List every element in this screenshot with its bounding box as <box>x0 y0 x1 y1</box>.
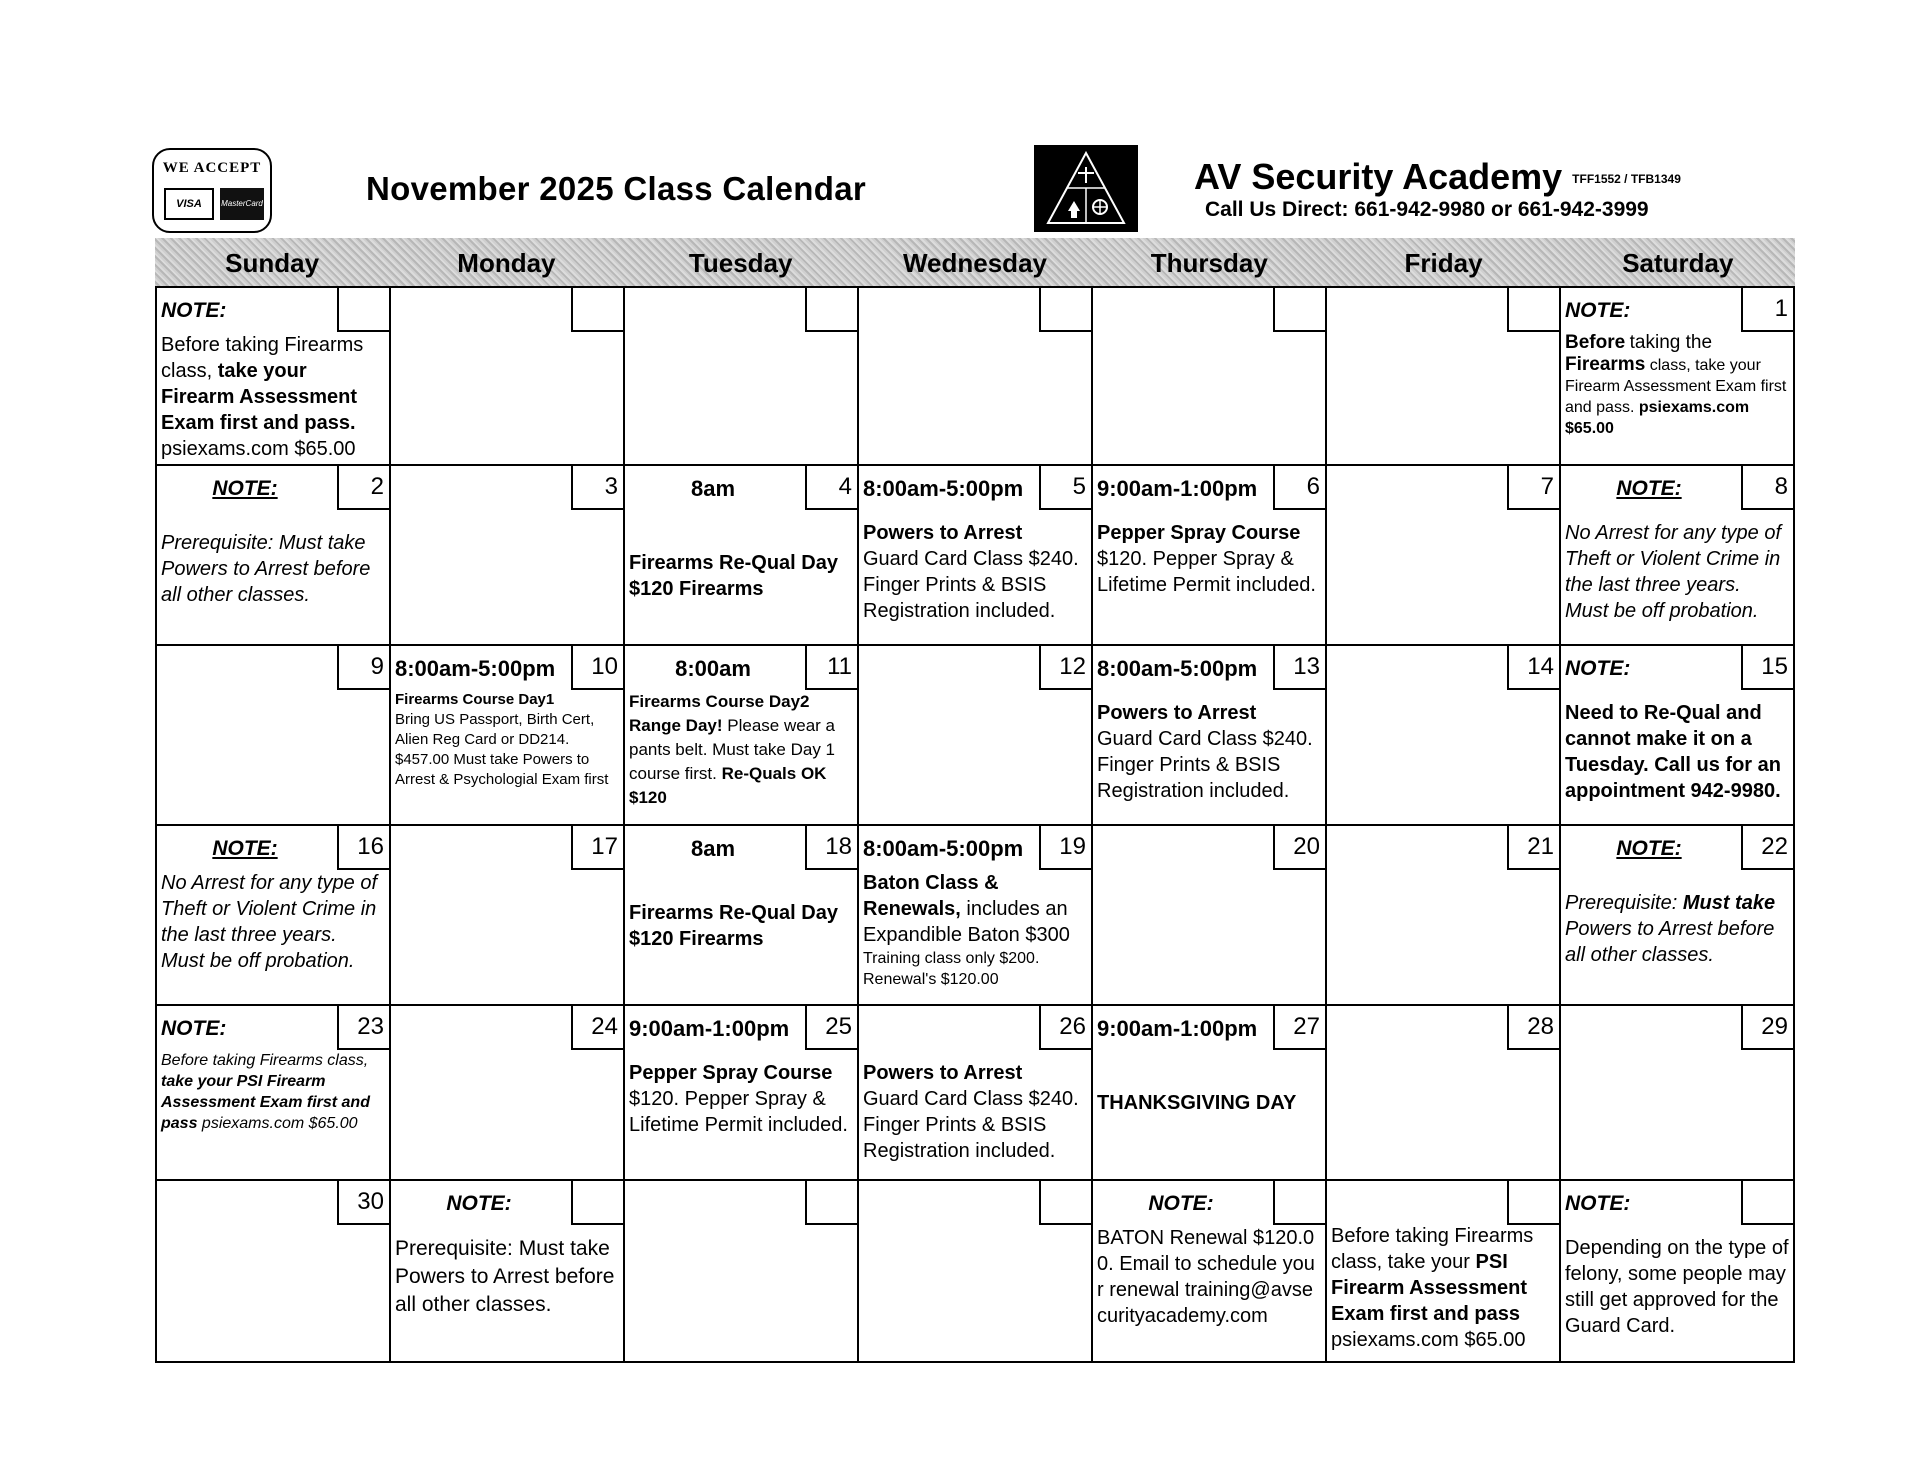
note-text <box>1565 890 1789 968</box>
note-text: Need to Re-Qual and cannot make it on a Tuesday. Call us for an appointment 942-9980. <box>1565 702 1781 802</box>
calendar-cell-w6-tue <box>625 1181 859 1363</box>
calendar-cell-w2-sun <box>157 466 391 646</box>
class-note: includes an Expandible Baton $300 <box>863 898 1070 946</box>
day-number: 25 <box>805 1006 857 1050</box>
day-number: 19 <box>1039 826 1091 870</box>
note-text: No Arrest for any type of Theft or Violent Crime in the last three years. Must be off probation. <box>1565 522 1782 622</box>
class-time: 8am <box>690 836 736 861</box>
weekday-sunday: Sunday <box>225 248 320 278</box>
note-text <box>1331 1223 1555 1353</box>
note-label: NOTE: <box>161 299 227 322</box>
class-time: 9:00am-1:00pm <box>1097 1016 1258 1041</box>
calendar-cell-w1-sun <box>157 288 391 466</box>
day-number-box <box>1741 1181 1793 1225</box>
calendar-cell-w4-fri <box>1327 826 1561 1006</box>
day-number: 15 <box>1741 646 1793 690</box>
calendar-cell-w6-fri <box>1327 1181 1561 1363</box>
class-price-note: Training class only $200. Renewal's $120.00 <box>863 950 1040 988</box>
class-time: 8:00am-5:00pm <box>863 836 1024 861</box>
day-number: 18 <box>805 826 857 870</box>
day-number: 17 <box>571 826 623 870</box>
calendar-cell-w6-mon <box>391 1181 625 1363</box>
day-number-box <box>1039 288 1091 332</box>
note-text: No Arrest for any type of Theft or Violent Crime in the last three years. Must be off probation. <box>161 872 378 972</box>
academy-name <box>1194 156 1681 198</box>
calendar-cell-w1-sat <box>1561 288 1795 466</box>
day-number: 9 <box>337 646 389 690</box>
note-label: NOTE: <box>212 837 278 860</box>
day-number: 2 <box>337 466 389 510</box>
class-description <box>863 870 1087 948</box>
note-text-bold: Before <box>1565 332 1626 353</box>
note-text-part: Before taking Firearms class, take your <box>1331 1225 1534 1273</box>
note-label: NOTE: <box>1565 1192 1631 1215</box>
academy-name-text: AV Security Academy <box>1194 156 1563 197</box>
note-text <box>1565 332 1789 439</box>
class-title: Powers to Arrest <box>863 522 1023 544</box>
calendar-cell-w4-mon <box>391 826 625 1006</box>
calendar-cell-w3-wed <box>859 646 1093 826</box>
note-text-bold: take your PSI Firearm Assessment Exam first and pass <box>161 1073 370 1132</box>
day-number-box <box>1273 1181 1325 1225</box>
day-number: 20 <box>1273 826 1325 870</box>
day-number: 27 <box>1273 1006 1325 1050</box>
note-text-link: psiexams.com $65.00 <box>1331 1329 1526 1351</box>
calendar-cell-w5-thu <box>1093 1006 1327 1181</box>
class-title: Firearms Course Day1 <box>395 691 555 708</box>
note-text-bold: Must take <box>1682 892 1776 914</box>
day-number: 28 <box>1507 1006 1559 1050</box>
class-note-bold: Range Day! <box>629 716 723 735</box>
calendar-cell-w6-wed <box>859 1181 1093 1363</box>
day-number-box <box>571 1181 623 1225</box>
day-number-box <box>805 1181 857 1225</box>
class-description: $120. Pepper Spray & Lifetime Permit included. <box>629 1088 848 1136</box>
note-text-part: taking the <box>1629 332 1713 353</box>
calendar-header <box>0 0 1920 240</box>
weekday-saturday: Saturday <box>1622 248 1734 278</box>
day-number-box <box>1273 288 1325 332</box>
day-number: 16 <box>337 826 389 870</box>
calendar-cell-w5-tue <box>625 1006 859 1181</box>
note-text-part: class, take your Firearm Assessment Exam first and pass. <box>1565 357 1787 416</box>
day-number: 26 <box>1039 1006 1091 1050</box>
note-label: NOTE: <box>1565 657 1631 680</box>
calendar-cell-w2-sat <box>1561 466 1795 646</box>
calendar-cell-w2-fri <box>1327 466 1561 646</box>
day-number: 12 <box>1039 646 1091 690</box>
calendar-cell-w4-sun <box>157 826 391 1006</box>
note-text: BATON Renewal $120.00. Email to schedule your renewal training@avsecurityacademy.com <box>1097 1227 1315 1327</box>
day-number: 1 <box>1741 288 1793 332</box>
calendar-cell-w6-sun <box>157 1181 391 1363</box>
page-title: November 2025 Class Calendar <box>366 170 866 207</box>
class-title: Pepper Spray Course <box>1097 522 1301 544</box>
note-text: Prerequisite: Must take Powers to Arrest before all other classes. <box>161 532 371 606</box>
day-number-box <box>1507 1181 1559 1225</box>
class-description: Bring US Passport, Birth Cert, Alien Reg Card or DD214. $457.00 Must take Powers to Arrest & Psychologial Exam first <box>395 711 609 788</box>
day-number: 29 <box>1741 1006 1793 1050</box>
license-numbers: TFF1552 / TFB1349 <box>1572 172 1681 187</box>
note-text: Prerequisite: Must take Powers to Arrest before all other classes. <box>395 1237 615 1316</box>
calendar-cell-w5-mon <box>391 1006 625 1181</box>
calendar-cell-w5-fri <box>1327 1006 1561 1181</box>
weekday-wednesday: Wednesday <box>902 248 1047 278</box>
class-title: Firearms Course Day2 <box>629 692 810 711</box>
calendar-cell-w3-thu <box>1093 646 1327 826</box>
calendar-cell-w3-fri <box>1327 646 1561 826</box>
calendar-cell-w2-thu <box>1093 466 1327 646</box>
note-text-part: Powers to Arrest before all other classes. <box>1565 918 1775 966</box>
calendar-cell-w4-wed <box>859 826 1093 1006</box>
note-label: NOTE: <box>161 1017 227 1040</box>
calendar-cell-w6-sat <box>1561 1181 1795 1363</box>
calendar-cell-w1-fri <box>1327 288 1561 466</box>
class-description: $120. Pepper Spray & Lifetime Permit included. <box>1097 548 1316 596</box>
calendar-grid <box>155 286 1795 1363</box>
day-number: 21 <box>1507 826 1559 870</box>
calendar-cell-w1-mon <box>391 288 625 466</box>
calendar-cell-w5-sun <box>157 1006 391 1181</box>
calendar-cell-w3-tue <box>625 646 859 826</box>
note-text-link: psiexams.com $65.00 <box>161 438 356 460</box>
class-description: Firearms Re-Qual Day $120 Firearms <box>629 552 838 600</box>
class-title: Pepper Spray Course <box>629 1062 833 1084</box>
class-note: Please wear a pants belt. Must take Day 1 course first. <box>629 716 835 783</box>
class-description <box>629 714 853 810</box>
calendar-cell-w4-thu <box>1093 826 1327 1006</box>
note-label: NOTE: <box>1616 477 1682 500</box>
payment-methods-badge <box>152 148 272 233</box>
day-number: 5 <box>1039 466 1091 510</box>
note-text-part: Prerequisite: <box>1565 892 1678 914</box>
note-label: NOTE: <box>1148 1192 1214 1215</box>
note-label: NOTE: <box>1565 299 1631 322</box>
visa-card-icon: VISA <box>164 188 214 220</box>
day-number: 13 <box>1273 646 1325 690</box>
day-number: 22 <box>1741 826 1793 870</box>
calendar-cell-w2-tue <box>625 466 859 646</box>
calendar-cell-w4-tue <box>625 826 859 1006</box>
calendar-cell-w2-wed <box>859 466 1093 646</box>
contact-phone: Call Us Direct: 661-942-9980 or 661-942-3999 <box>1205 198 1649 221</box>
note-label: NOTE: <box>1616 837 1682 860</box>
weekday-friday: Friday <box>1404 248 1483 278</box>
note-label: NOTE: <box>446 1192 512 1215</box>
calendar-cell-w1-wed <box>859 288 1093 466</box>
day-number: 8 <box>1741 466 1793 510</box>
note-text-part: Before taking Firearms class, <box>161 334 364 382</box>
class-description: Guard Card Class $240. Finger Prints & BSIS Registration included. <box>863 1088 1079 1162</box>
note-label: NOTE: <box>212 477 278 500</box>
day-number: 30 <box>337 1181 389 1225</box>
day-number: 24 <box>571 1006 623 1050</box>
note-text-bold: Firearms <box>1565 354 1646 375</box>
class-time: 8:00am-5:00pm <box>863 476 1024 501</box>
day-number: 6 <box>1273 466 1325 510</box>
class-title: Powers to Arrest <box>1097 702 1257 724</box>
class-title: Baton Class & Renewals, <box>863 872 999 920</box>
day-number: 3 <box>571 466 623 510</box>
class-time: 8am <box>690 476 736 501</box>
day-number-box <box>571 288 623 332</box>
class-title: Powers to Arrest <box>863 1062 1023 1084</box>
calendar-cell-w3-sun <box>157 646 391 826</box>
weekday-monday: Monday <box>457 248 556 278</box>
class-description: Guard Card Class $240. Finger Prints & BSIS Registration included. <box>863 548 1079 622</box>
class-time: 9:00am-1:00pm <box>1097 476 1258 501</box>
calendar-cell-w5-wed <box>859 1006 1093 1181</box>
day-number: 4 <box>805 466 857 510</box>
day-number: 14 <box>1507 646 1559 690</box>
calendar-cell-w4-sat <box>1561 826 1795 1006</box>
calendar-cell-w3-sat <box>1561 646 1795 826</box>
day-number-box <box>337 288 389 332</box>
weekday-tuesday: Tuesday <box>688 248 793 278</box>
calendar-cell-w3-mon <box>391 646 625 826</box>
day-number-box <box>1039 1181 1091 1225</box>
day-number-box <box>805 288 857 332</box>
class-description: Guard Card Class $240. Finger Prints & BSIS Registration included. <box>1097 728 1313 802</box>
note-text-bold: take your Firearm Assessment Exam first and pass. <box>161 360 358 434</box>
day-number: 11 <box>805 646 857 690</box>
mastercard-icon: MasterCard <box>220 188 264 220</box>
calendar-cell-w1-tue <box>625 288 859 466</box>
class-note-bold: Re-Quals OK $120 <box>629 764 827 807</box>
day-number-box <box>1507 288 1559 332</box>
class-time: 8:00am-5:00pm <box>1097 656 1258 681</box>
holiday-label: THANKSGIVING DAY <box>1097 1092 1297 1114</box>
note-text: Depending on the type of felony, some people may still get approved for the Guard Card. <box>1565 1237 1789 1337</box>
day-number: 7 <box>1507 466 1559 510</box>
note-text <box>161 332 385 462</box>
note-text <box>161 1050 385 1134</box>
academy-logo <box>1034 145 1138 232</box>
weekday-header-row <box>155 238 1795 286</box>
note-text-bold: PSI Firearm Assessment Exam first and pass <box>1331 1251 1528 1325</box>
note-text-link: psiexams.com $65.00 <box>1565 399 1750 437</box>
note-text-part: Before taking Firearms class, <box>161 1052 369 1069</box>
class-time: 9:00am-1:00pm <box>629 1016 790 1041</box>
calendar-cell-w2-mon <box>391 466 625 646</box>
day-number: 23 <box>337 1006 389 1050</box>
calendar-cell-w5-sat <box>1561 1006 1795 1181</box>
calendar-cell-w1-thu <box>1093 288 1327 466</box>
we-accept-label: WE ACCEPT <box>162 160 262 176</box>
class-time: 8:00am-5:00pm <box>395 656 556 681</box>
calendar-cell-w6-thu <box>1093 1181 1327 1363</box>
weekday-thursday: Thursday <box>1150 248 1268 278</box>
class-description: Firearms Re-Qual Day $120 Firearms <box>629 902 838 950</box>
note-text-link: psiexams.com $65.00 <box>201 1115 358 1132</box>
day-number: 10 <box>571 646 623 690</box>
class-time: 8:00am <box>675 656 751 681</box>
